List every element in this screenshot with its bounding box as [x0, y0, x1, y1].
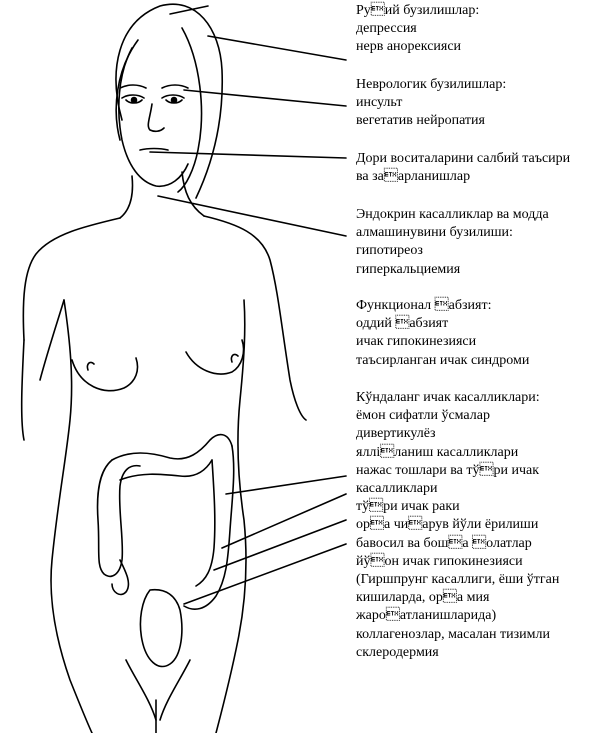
pointer-line-6a [226, 476, 346, 494]
label-line: Функционал абзият: [356, 298, 492, 313]
label-functional-constipation [356, 297, 529, 370]
left-nipple [87, 362, 94, 370]
label-line: тўри ичак раки [356, 499, 460, 515]
pointer-line-6b [222, 494, 346, 548]
face-outline [119, 48, 188, 186]
pointer-line-4 [158, 196, 346, 236]
pointer-line-1b [208, 36, 346, 60]
right-pupil [172, 98, 177, 103]
pointer-line-2 [184, 90, 346, 106]
rectum [140, 590, 181, 667]
pelvis-left [126, 660, 156, 720]
pointer-line-6c [214, 520, 346, 570]
label-line: Кўндаланг ичак касалликлари: [356, 390, 540, 405]
left-arm-outer [22, 340, 24, 440]
right-nipple [231, 354, 238, 362]
colon-descending [184, 446, 234, 609]
label-line: ялліланиш касалликлари [356, 444, 519, 460]
label-line: алмашинувини бузилиши: [356, 225, 513, 241]
label-colon-diseases [356, 389, 559, 662]
right-breast [186, 340, 244, 374]
colon-descending-inner [196, 460, 215, 586]
label-line: инсульт [356, 95, 403, 111]
label-line: Эндокрин касалликлар ва модда [356, 207, 549, 222]
label-line: ёмон сифатли ўсмалар [356, 408, 490, 424]
label-line: склеродермия [356, 644, 439, 660]
left-shoulder [23, 218, 120, 340]
label-line: вегетатив нейропатия [356, 113, 485, 129]
label-line: ичак гипокинезияси [356, 334, 477, 350]
left-brow [120, 85, 146, 88]
colon-transverse [112, 435, 232, 460]
neck-right [182, 172, 204, 216]
left-breast [72, 358, 138, 391]
label-line: кишиларда, ора мия [356, 590, 490, 606]
label-line: оддий абзият [356, 316, 449, 332]
label-line: (Гиршпрунг касаллиги, ёши ўтган [356, 572, 560, 588]
neck-left [120, 176, 133, 218]
label-line: дивертикулёз [356, 426, 436, 442]
label-neurological-disorders [356, 76, 506, 131]
left-pupil [132, 98, 137, 103]
label-line: бавосил ва боша олатлар [356, 535, 532, 551]
label-line: депрессия [356, 21, 417, 37]
label-endocrine-disorders [356, 206, 549, 279]
mouth [140, 149, 168, 151]
label-line: ва заарланишлар [356, 169, 471, 185]
label-line: Дори воситаларини салбий таъсири [356, 151, 571, 166]
label-psychiatric-disorders [356, 2, 479, 57]
colon-transverse-inner [120, 460, 212, 480]
right-shoulder [204, 216, 306, 420]
label-drug-side-effects [356, 150, 570, 186]
label-line: касалликлари [356, 481, 438, 497]
pelvis-right [160, 660, 190, 720]
left-arm-inner [40, 300, 64, 380]
label-line: гиперкальциемия [356, 261, 461, 277]
label-line: нажас тошлари ва тўри ичак [356, 462, 540, 478]
label-line: ора чиарув йўли ёрилиши [356, 517, 539, 533]
face-right-hair [178, 28, 201, 192]
label-line: йўон ичак гипокинезияси [356, 553, 523, 569]
label-line: таъсирланган ичак синдроми [356, 352, 530, 368]
nose [148, 104, 164, 131]
label-line: коллагенозлар, масалан тизимли [356, 626, 550, 642]
label-line: жароатланишларида) [356, 608, 497, 624]
torso-left [51, 300, 92, 733]
label-line: гипотиреоз [356, 243, 423, 259]
label-line: Неврологик бузилишлар: [356, 77, 507, 92]
label-line: нерв анорексияси [356, 39, 462, 55]
pointer-line-3 [150, 152, 346, 158]
right-brow [162, 85, 188, 88]
label-line: Руий бузилишлар: [356, 3, 480, 18]
colon-ascending [98, 460, 140, 576]
